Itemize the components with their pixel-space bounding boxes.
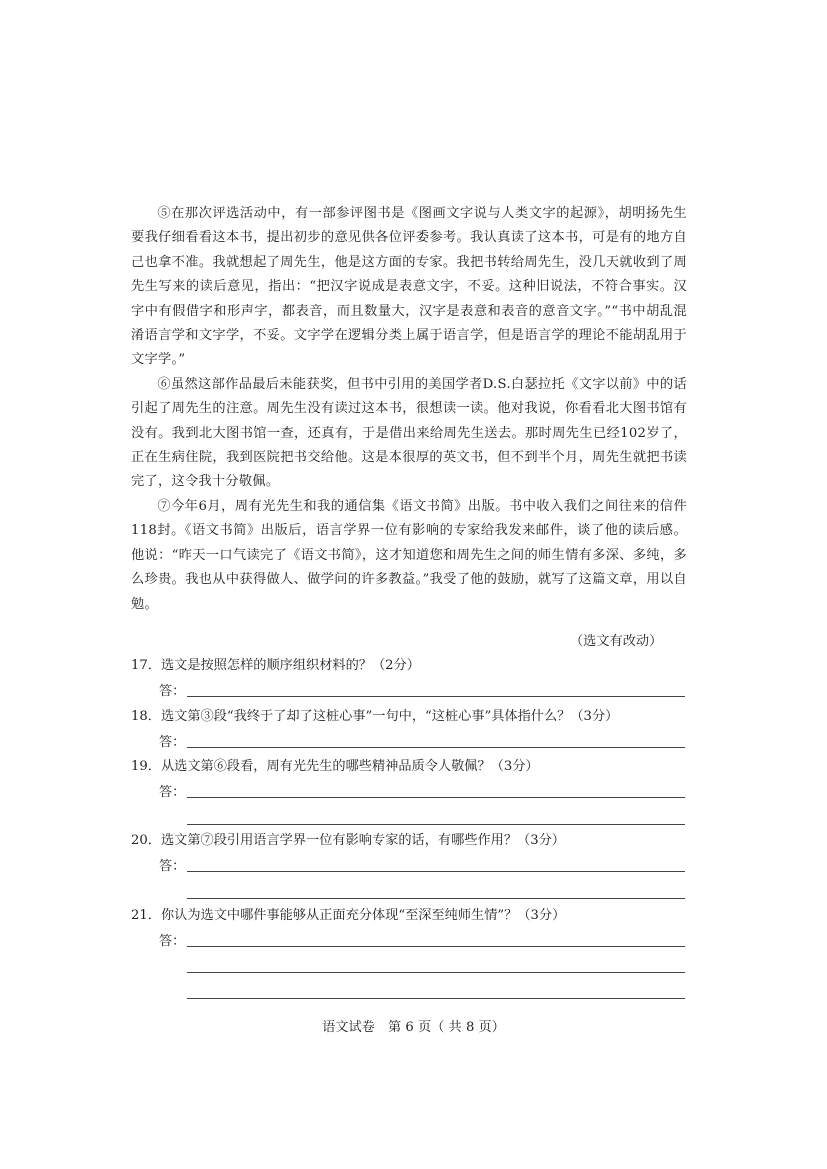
question-19: 19．从选文第⑥段看，周有光先生的哪些精神品质令人敬佩？（3分） xyxy=(131,759,539,774)
question-18: 18．选文第③段“我终于了却了这桩心事”一句中，“这桩心事”具体指什么？（3分） xyxy=(131,709,619,724)
answer-line-17[interactable] xyxy=(187,696,685,697)
answer-label-18: 答： xyxy=(159,735,186,750)
answer-line-19a[interactable] xyxy=(187,797,685,798)
source-note: （选文有改动） xyxy=(570,634,663,649)
question-20: 20．选文第⑦段引用语言学界一位有影响专家的话，有哪些作用？（3分） xyxy=(131,833,565,848)
answer-line-19b[interactable] xyxy=(187,824,685,825)
question-17: 17．选文是按照怎样的顺序组织材料的？（2分） xyxy=(131,658,420,673)
answer-label-19: 答： xyxy=(159,785,186,800)
paragraph-5: ⑤在那次评选活动中，有一部参评图书是《图画文字说与人类文字的起源》，胡明扬先生要我仔细看看这本书，提出初步的意见供各位评委参考。我认真读了这本书，可是有的地方自己也拿不准。我就想起了周先生，他是这方面的专家。我把书转给周先生，没几天就收到了周先生写来的读后意见，指出：“把汉字说成是表意文字，不妥。这种旧说法，不符合事实。汉字中有假借字和形声字，都表音，而且数量大，汉字是表意和表音的意音文字。”“书中胡乱混淆语言学和文字学，不妥。文字学在逻辑分类上属于语言学，但是语言学的理论不能胡乱用于文字学。” xyxy=(131,206,687,368)
question-21: 21．你认为选文中哪件事能够从正面充分体现“至深至纯师生情”？（3分） xyxy=(131,908,566,923)
answer-line-20a[interactable] xyxy=(187,871,685,872)
page-footer: 语文试卷 第 6 页（ 共 8 页） xyxy=(322,1020,505,1035)
answer-line-18[interactable] xyxy=(187,747,685,748)
reading-passage xyxy=(131,202,687,617)
answer-line-21c[interactable] xyxy=(187,998,685,999)
answer-label-17: 答： xyxy=(159,684,186,699)
paragraph-7: ⑦今年6月，周有光先生和我的通信集《语文书简》出版。书中收入我们之间往来的信件118封。《语文书简》出版后，语言学界一位有影响的专家给我发来邮件，谈了他的读后感。他说：“昨天一口气读完了《语文书简》，这才知道您和周先生之间的师生情有多深、多纯，多么珍贵。我也从中获得做人、做学问的许多教益。”我受了他的鼓励，就写了这篇文章，用以自勉。 xyxy=(131,498,687,612)
answer-line-21b[interactable] xyxy=(187,972,685,973)
answer-label-21: 答： xyxy=(159,934,186,949)
answer-line-21a[interactable] xyxy=(187,946,685,947)
answer-line-20b[interactable] xyxy=(187,898,685,899)
paragraph-6: ⑥虽然这部作品最后未能获奖，但书中引用的美国学者D.S.白瑟拉托《文字以前》中的话引起了周先生的注意。周先生没有读过这本书，很想读一读。他对我说，你看看北大图书馆有没有。我到北大图书馆一查，还真有，于是借出来给周先生送去。那时周先生已经102岁了，正在生病住院，我到医院把书交给他。这是本很厚的英文书，但不到半个月，周先生就把书读完了，这令我十分敬佩。 xyxy=(131,376,687,490)
answer-label-20: 答： xyxy=(159,859,186,874)
